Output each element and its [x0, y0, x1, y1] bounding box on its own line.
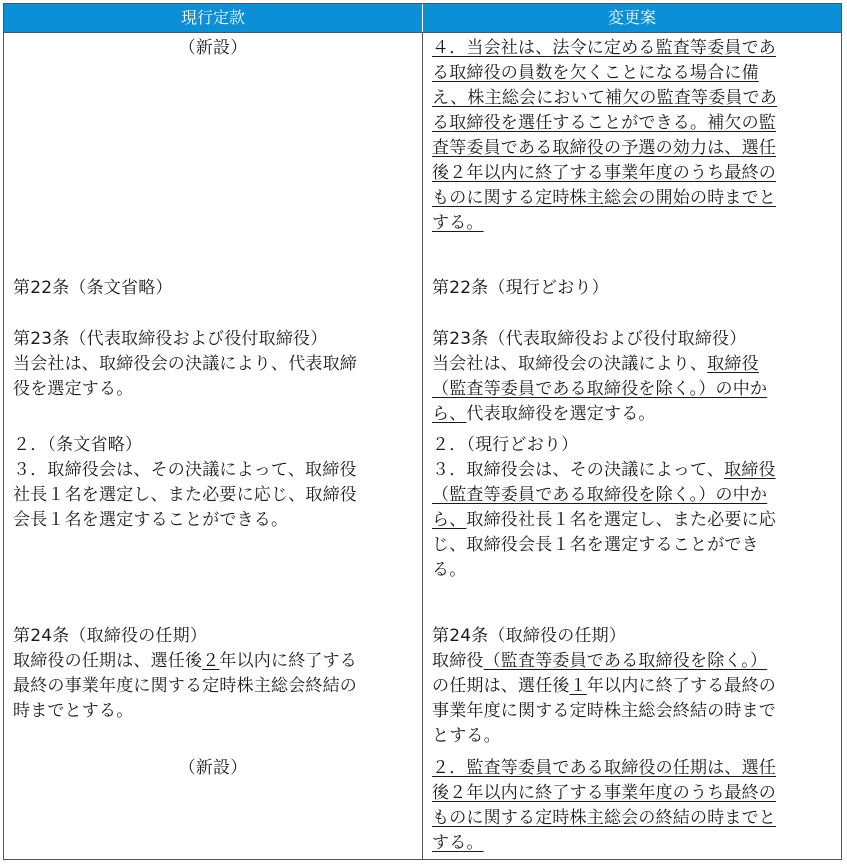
changed-text: （監査等委員である取締役を除く。） — [483, 651, 768, 671]
article-22-title: 第22条（現行どおり） — [432, 278, 609, 298]
changed-text: ２ — [202, 651, 220, 671]
changed-text: １ — [569, 676, 587, 696]
article-23-para-3: ら、取締役社長１名を選定し、また必要に応 — [432, 510, 777, 530]
new-paragraph-4: ものに関する定時株主総会の開始の時までと — [432, 188, 776, 208]
new-paragraph-2: 後２年以内に終了する事業年度のうち最終の — [432, 783, 776, 803]
changed-text: 取締役 — [707, 354, 759, 374]
article-23-text: 当会社は、取締役会の決議により、取締役 — [432, 354, 759, 374]
article-24-text: とする。 — [432, 726, 501, 746]
article-24-text: 最終の事業年度に関する定時株主総会終結の — [13, 676, 357, 696]
comparison-table — [3, 3, 842, 860]
article-24-text: 事業年度に関する定時株主総会終結の時まで — [432, 701, 776, 721]
article-23-para-3: ３．取締役会は、その決議によって、取締役 — [432, 460, 776, 480]
changed-text: ら、 — [432, 510, 467, 530]
article-23-para-3: 会長１名を選定することができる。 — [13, 510, 289, 530]
article-23-para-2: ２．（現行どおり） — [432, 435, 579, 455]
article-23-para-3: 社長１名を選定し、また必要に応じ、取締役 — [13, 485, 357, 505]
article-23-title: 第23条（代表取締役および役付取締役） — [13, 329, 328, 349]
changed-text: （監査等委員である取締役を除く。）の中か — [432, 379, 768, 399]
new-paragraph-2: する。 — [432, 833, 484, 853]
new-paragraph-4: 査等委員である取締役の予選の効力は、選任 — [432, 138, 776, 158]
changed-text: （監査等委員である取締役を除く。）の中か — [432, 485, 768, 505]
article-23-para-2: ２．（条文省略） — [13, 435, 143, 455]
changed-text: 取締役 — [724, 460, 776, 480]
article-24-text: 時までとする。 — [13, 701, 134, 721]
article-23-text: ら、代表取締役を選定する。 — [432, 404, 656, 424]
header-current-articles: 現行定款 — [4, 4, 423, 32]
article-24-title: 第24条（取締役の任期） — [432, 626, 627, 646]
article-23-text: 当会社は、取締役会の決議により、代表取締 — [13, 354, 357, 374]
new-paragraph-4: え、株主総会において補欠の監査等委員であ — [432, 88, 778, 108]
header-proposed-changes: 変更案 — [423, 4, 841, 32]
column-divider — [422, 32, 423, 860]
article-23-para-3: る。 — [432, 560, 467, 580]
article-23-text: 役を選定する。 — [13, 379, 134, 399]
changed-text: ら、 — [432, 404, 467, 424]
new-paragraph-4: る取締役を選任することができる。補欠の監 — [432, 113, 776, 133]
new-paragraph-2: ２．監査等委員である取締役の任期は、選任 — [432, 758, 776, 778]
article-24-text: 取締役（監査等委員である取締役を除く。） — [432, 651, 768, 671]
article-24-text: 取締役の任期は、選任後２年以内に終了する — [13, 651, 358, 671]
new-paragraph-4: 後２年以内に終了する事業年度のうち最終の — [432, 163, 776, 183]
new-paragraph-2: ものに関する定時株主総会の終結の時までと — [432, 808, 776, 828]
article-24-title: 第24条（取締役の任期） — [13, 626, 208, 646]
article-24-text: の任期は、選任後１年以内に終了する最終の — [432, 676, 777, 696]
new-establishment-note: （新設） — [178, 758, 248, 778]
new-paragraph-4: する。 — [432, 213, 484, 233]
article-23-title: 第23条（代表取締役および役付取締役） — [432, 329, 747, 349]
article-23-para-3: ３．取締役会は、その決議によって、取締役 — [13, 460, 357, 480]
article-22-title: 第22条（条文省略） — [13, 278, 173, 298]
new-paragraph-4: ４．当会社は、法令に定める監査等委員であ — [432, 38, 776, 58]
new-paragraph-4: る取締役の員数を欠くことになる場合に備 — [432, 63, 759, 83]
article-23-para-3: じ、取締役会長１名を選定することができ — [432, 535, 759, 555]
new-establishment-note: （新設） — [178, 38, 248, 58]
